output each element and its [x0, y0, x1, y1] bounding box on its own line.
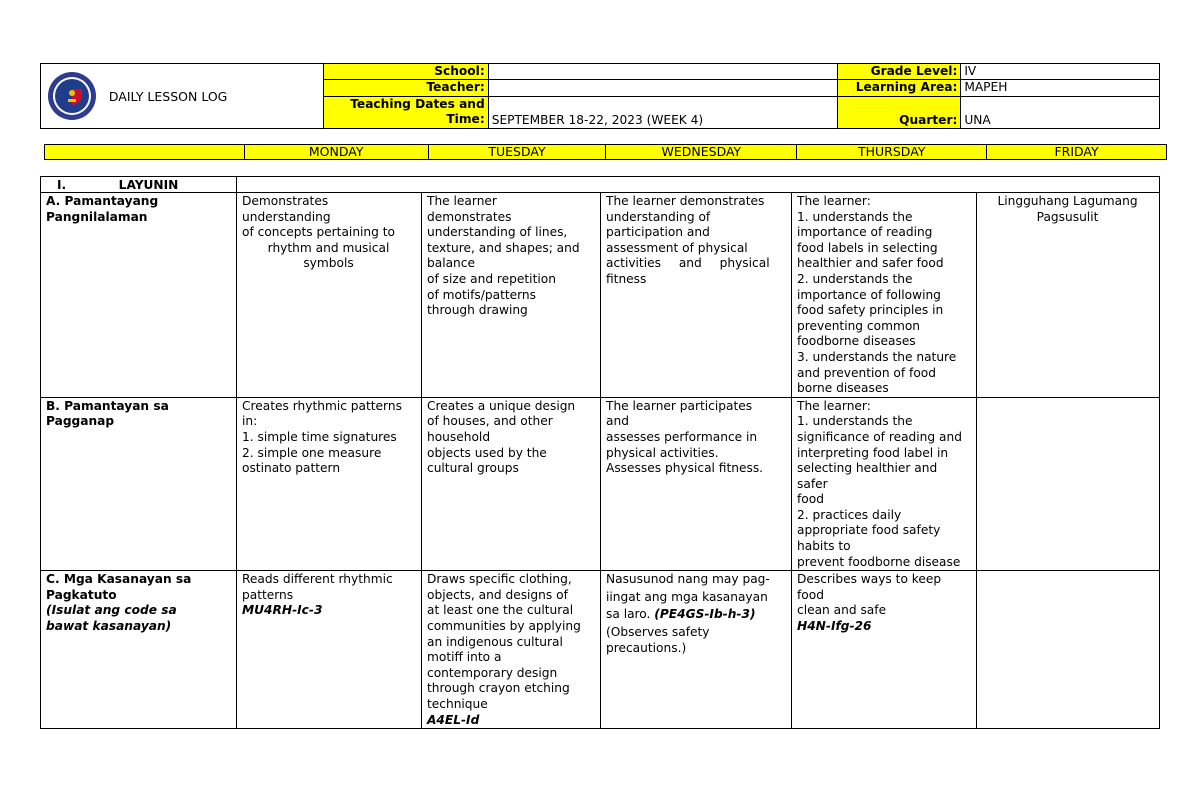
text-line: physical activities.: [606, 445, 719, 460]
day-header-wednesday: WEDNESDAY: [606, 145, 797, 160]
text-line: through crayon etching: [427, 681, 570, 696]
text-line: Creates rhythmic patterns: [242, 398, 402, 413]
row-b-label-line1: B. Pamantayan sa: [46, 398, 169, 413]
text-line: balance: [427, 256, 475, 271]
competency-code: MU4RH-Ic-3: [242, 603, 323, 618]
row-c-label: [41, 571, 237, 729]
row-b-label: [41, 397, 237, 571]
text-line: food labels in selecting: [797, 240, 938, 255]
document-title: DAILY LESSON LOG: [108, 88, 228, 104]
row-c-label-line1: C. Mga Kasanayan sa: [46, 572, 192, 587]
text-line: selecting healthier and: [797, 461, 938, 476]
text-line: The learner: [427, 194, 497, 208]
row-c-label-line2: Pagkatuto: [46, 587, 117, 602]
row-c-friday[interactable]: [977, 571, 1160, 729]
competency-code: (PE4GS-Ib-h-3): [654, 607, 756, 622]
lesson-table: [40, 176, 1160, 729]
text-line: rhythm and musical: [267, 240, 390, 255]
text-line: [606, 607, 785, 623]
row-b-friday[interactable]: [977, 397, 1160, 571]
text-line: 1. understands the: [797, 414, 913, 429]
text-line: and: [606, 414, 629, 429]
text-line: Demonstrates: [242, 194, 329, 208]
text-line: understanding of lines,: [427, 225, 568, 240]
grade-level-label: Grade Level:: [838, 64, 961, 80]
text-line: understanding: [242, 209, 331, 224]
text-line: at least one the cultural: [427, 603, 574, 618]
text-line: prevent foodborne disease: [797, 554, 961, 569]
text-line: importance of following: [797, 287, 941, 302]
text-line: habits to: [797, 539, 851, 554]
text-line: of houses, and other: [427, 414, 553, 429]
text-line: through drawing: [427, 303, 528, 318]
row-c-note-line1: (Isulat ang code sa: [46, 603, 177, 618]
text-span: sa laro.: [606, 607, 651, 622]
row-a-monday[interactable]: [237, 193, 422, 398]
row-a-label: [41, 193, 237, 398]
row-a-thursday[interactable]: [792, 193, 977, 398]
teacher-field[interactable]: [488, 80, 838, 96]
learning-area-field[interactable]: MAPEH: [961, 80, 1160, 96]
school-label: School:: [323, 64, 488, 80]
day-header-tuesday: TUESDAY: [428, 145, 606, 160]
row-b-monday[interactable]: [237, 397, 422, 571]
text-line: household: [427, 429, 491, 444]
section-number: I.: [57, 178, 67, 192]
row-a-label-line1: A. Pamantayang: [46, 194, 159, 208]
text-line: assesses performance in: [606, 429, 758, 444]
text-line: of concepts pertaining to: [242, 225, 395, 240]
text-line: fitness: [606, 271, 647, 286]
text-line: precautions.): [606, 640, 687, 655]
text-line: demonstrates: [427, 209, 512, 224]
text-line: (Observes safety: [606, 625, 710, 640]
text-line: cultural groups: [427, 461, 519, 476]
text-line: of motifs/patterns: [427, 287, 536, 302]
text-line: participation and: [606, 225, 710, 240]
school-field[interactable]: [488, 64, 838, 80]
text-line: technique: [427, 697, 488, 711]
text-line: in:: [242, 414, 258, 429]
text-line: iingat ang mga kasanayan: [606, 589, 768, 604]
text-line: Creates a unique design: [427, 398, 576, 413]
section-title-layunin: [41, 177, 237, 193]
text-line: appropriate food safety: [797, 523, 941, 538]
quarter-label: Quarter:: [838, 96, 961, 129]
text-line: Nasusunod nang may pag-: [606, 572, 770, 587]
section-title-blank: [237, 177, 1160, 193]
text-line: 3. understands the nature: [797, 349, 957, 364]
row-a-label-line2: Pangnilalaman: [46, 209, 148, 224]
logo-title-cell: [41, 64, 324, 129]
learning-area-label: Learning Area:: [838, 80, 961, 96]
text-line: Assesses physical fitness.: [606, 461, 764, 476]
text-line: preventing common: [797, 318, 920, 333]
text-line: Draws specific clothing,: [427, 572, 572, 587]
day-header-blank: [45, 145, 245, 160]
text-line: objects used by the: [427, 445, 547, 460]
deped-seal-icon: [47, 71, 97, 121]
teaching-dates-label-line1: Teaching Dates and: [350, 97, 485, 112]
text-line: The learner:: [797, 398, 871, 413]
text-line: healthier and safer food: [797, 256, 944, 271]
day-header-bar: [44, 144, 1167, 160]
text-line: 2. understands the: [797, 271, 913, 286]
row-c-tuesday[interactable]: [422, 571, 601, 729]
row-c-wednesday[interactable]: [601, 571, 792, 729]
text-line: activities and physical: [606, 256, 770, 271]
text-line: Describes ways to keep: [797, 572, 942, 587]
text-line: significance of reading and: [797, 429, 962, 444]
row-a-tuesday[interactable]: [422, 193, 601, 398]
text-line: of size and repetition: [427, 271, 556, 286]
row-c-note-line2: bawat kasanayan): [46, 619, 172, 634]
text-line: borne diseases: [797, 381, 889, 396]
day-header-monday: MONDAY: [244, 145, 428, 160]
text-line: safer: [797, 476, 828, 491]
teaching-dates-field[interactable]: SEPTEMBER 18-22, 2023 (WEEK 4): [488, 96, 838, 129]
row-a-friday[interactable]: [977, 193, 1160, 398]
text-line: The learner:: [797, 194, 871, 208]
text-line: food: [797, 492, 824, 507]
section-label: LAYUNIN: [118, 178, 179, 192]
teacher-label: Teacher:: [323, 80, 488, 96]
row-b-wednesday[interactable]: [601, 397, 792, 571]
text-line: food safety principles in: [797, 303, 944, 318]
row-a-wednesday[interactable]: [601, 193, 792, 398]
table-row: [41, 571, 1160, 729]
day-header-thursday: THURSDAY: [797, 145, 987, 160]
teaching-dates-label-line2: Time:: [446, 112, 485, 127]
header-table: [40, 63, 1160, 129]
text-line: an indigenous cultural: [427, 634, 563, 649]
text-line: interpreting food label in: [797, 445, 949, 460]
competency-code: A4EL-Id: [427, 712, 480, 727]
text-line: texture, and shapes; and: [427, 240, 580, 255]
text-line: assessment of physical: [606, 240, 748, 255]
teaching-dates-label: [323, 96, 488, 129]
row-b-label-line2: Pagganap: [46, 414, 115, 429]
grade-level-field[interactable]: IV: [961, 64, 1160, 80]
text-line: and prevention of food: [797, 365, 936, 380]
text-line: The learner demonstrates: [606, 194, 765, 208]
text-line: food: [797, 587, 824, 602]
text-line: objects, and designs of: [427, 587, 568, 602]
text-line: 2. simple one measure: [242, 445, 382, 460]
text-line: ostinato pattern: [242, 461, 341, 476]
text-line: Pagsusulit: [1036, 209, 1099, 224]
row-c-thursday[interactable]: [792, 571, 977, 729]
day-header-friday: FRIDAY: [987, 145, 1167, 160]
text-line: understanding of: [606, 209, 711, 224]
quarter-field[interactable]: UNA: [961, 96, 1160, 129]
text-line: The learner participates: [606, 398, 753, 413]
text-line: Lingguhang Lagumang: [997, 194, 1138, 208]
text-line: 2. practices daily: [797, 507, 902, 522]
text-line: symbols: [303, 256, 354, 271]
text-line: communities by applying: [427, 619, 581, 634]
text-line: foodborne diseases: [797, 334, 916, 349]
table-row: [41, 397, 1160, 571]
table-row: [41, 193, 1160, 398]
row-c-monday[interactable]: [237, 571, 422, 729]
competency-code: H4N-Ifg-26: [797, 619, 872, 634]
row-b-tuesday[interactable]: [422, 397, 601, 571]
text-line: clean and safe: [797, 603, 887, 618]
text-line: motiff into a: [427, 650, 502, 665]
text-line: 1. simple time signatures: [242, 429, 397, 444]
text-line: importance of reading: [797, 225, 933, 240]
text-line: patterns: [242, 587, 294, 602]
row-b-thursday[interactable]: [792, 397, 977, 571]
text-line: 1. understands the: [797, 209, 913, 224]
text-line: Reads different rhythmic: [242, 572, 393, 587]
text-line: contemporary design: [427, 665, 558, 680]
